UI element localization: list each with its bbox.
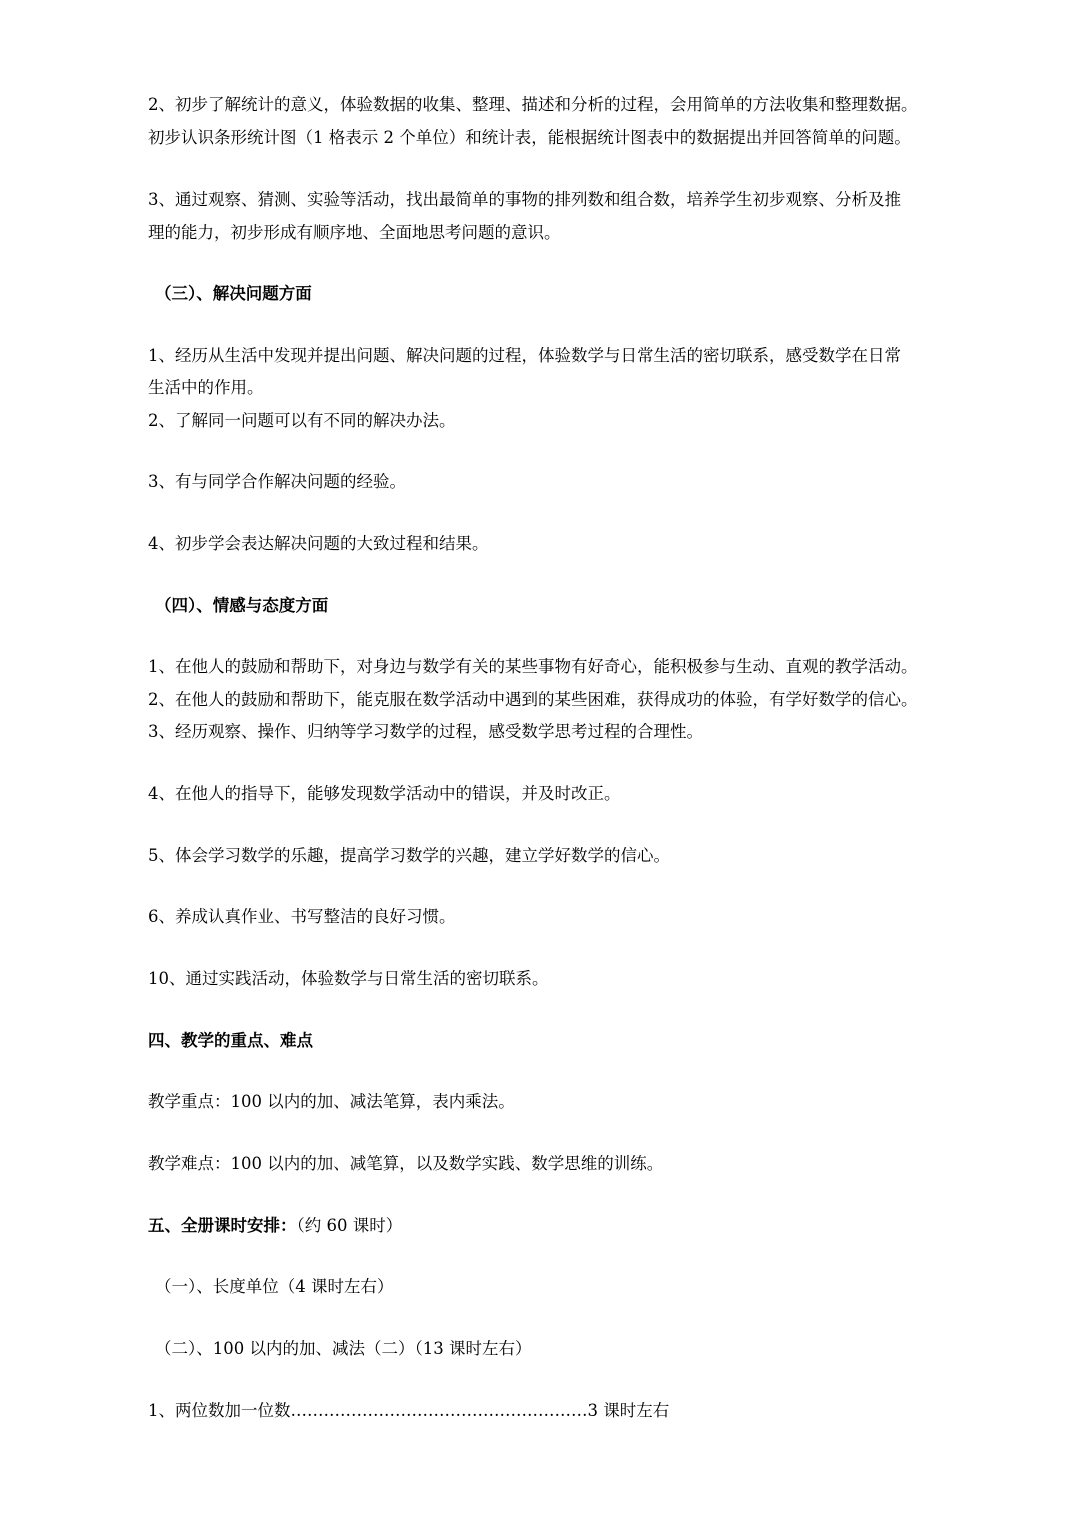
attitude-item-6: 6、养成认真作业、书写整洁的良好习惯。 — [148, 907, 456, 926]
heading-schedule-label: 五、全册课时安排： — [148, 1216, 297, 1235]
heading-problem-solving: （三）、解决问题方面 — [155, 284, 312, 303]
heading-schedule-total: （约 60 课时） — [296, 1216, 403, 1235]
key-point-text: 教学重点：100 以内的加、减法笔算，表内乘法。 — [148, 1092, 515, 1111]
attitude-item-3: 3、经历观察、操作、归纳等学习数学的过程，感受数学思考过程的合理性。 — [148, 722, 703, 741]
stats-item-3-line-2: 理的能力，初步形成有顺序地、全面地思考问题的意识。 — [148, 223, 561, 242]
problem-item-1-line-2: 生活中的作用。 — [148, 378, 264, 397]
difficult-point-text: 教学难点：100 以内的加、减笔算，以及数学实践、数学思维的训练。 — [148, 1154, 664, 1173]
attitude-item-1: 1、在他人的鼓励和帮助下，对身边与数学有关的某些事物有好奇心，能积极参与生动、直观的教学活动。 — [148, 657, 918, 676]
problem-item-3: 3、有与同学合作解决问题的经验。 — [148, 472, 406, 491]
stats-item-3-line-1: 3、通过观察、猜测、实验等活动，找出最简单的事物的排列数和组合数，培养学生初步观察、分析及推 — [148, 190, 901, 209]
attitude-item-5: 5、体会学习数学的乐趣，提高学习数学的兴趣，建立学好数学的信心。 — [148, 846, 670, 865]
stats-item-2-line-2: 初步认识条形统计图（1 格表示 2 个单位）和统计表，能根据统计图表中的数据提出并回答简单的问题。 — [148, 128, 911, 147]
attitude-item-2: 2、在他人的鼓励和帮助下，能克服在数学活动中遇到的某些困难，获得成功的体验，有学好数学的信心。 — [148, 690, 918, 709]
problem-item-1-line-1: 1、经历从生活中发现并提出问题、解决问题的过程，体验数学与日常生活的密切联系，感受数学在日常 — [148, 346, 901, 365]
stats-item-2-line-1: 2、初步了解统计的意义，体验数据的收集、整理、描述和分析的过程，会用简单的方法收集和整理数据。 — [148, 95, 918, 114]
schedule-unit-2: （二）、100 以内的加、减法（二）（13 课时左右） — [155, 1339, 532, 1358]
schedule-sub-item-1: 1、两位数加一位数………………………………………………3 课时左右 — [148, 1401, 670, 1420]
attitude-item-4: 4、在他人的指导下，能够发现数学活动中的错误，并及时改正。 — [148, 784, 621, 803]
heading-attitude: （四）、情感与态度方面 — [155, 596, 329, 615]
heading-key-points: 四、教学的重点、难点 — [148, 1031, 313, 1050]
attitude-item-10: 10、通过实践活动，体验数学与日常生活的密切联系。 — [148, 969, 549, 988]
problem-item-2: 2、了解同一问题可以有不同的解决办法。 — [148, 411, 456, 430]
heading-schedule — [148, 1216, 1008, 1236]
problem-item-4: 4、初步学会表达解决问题的大致过程和结果。 — [148, 534, 489, 553]
schedule-unit-1: （一）、长度单位（4 课时左右） — [155, 1277, 394, 1296]
